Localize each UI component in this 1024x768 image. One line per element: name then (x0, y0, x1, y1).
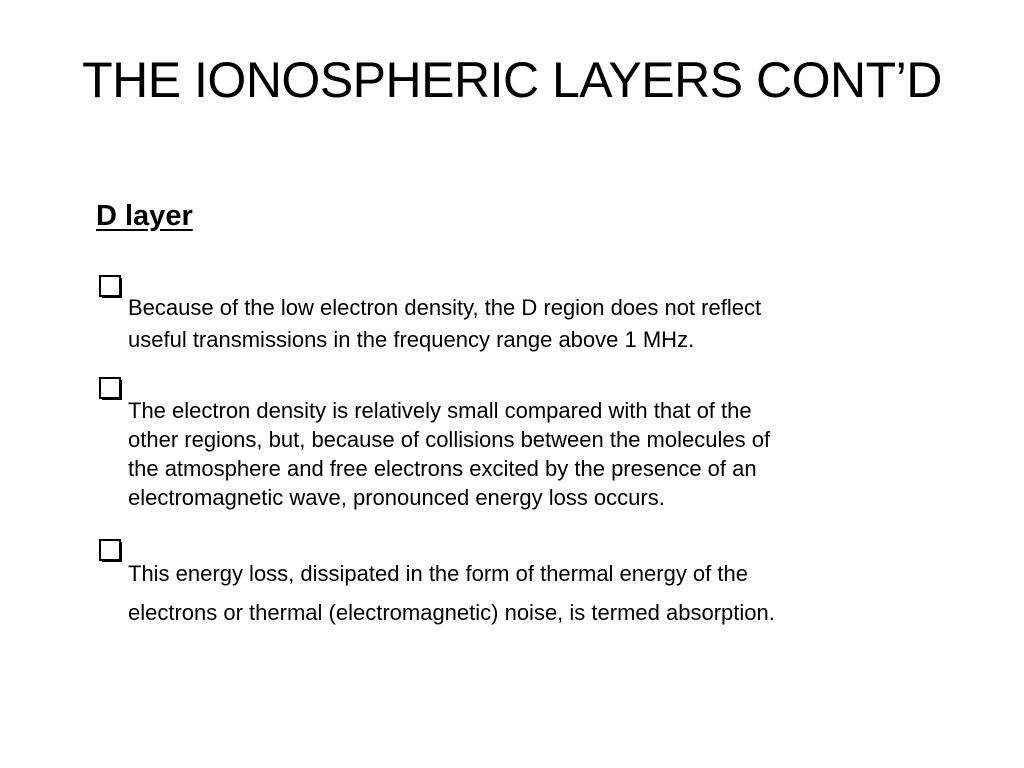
bullet-line: the atmosphere and free electrons excited by the presence of an (128, 456, 757, 481)
bullet-text (98, 536, 978, 632)
bullet-line: Because of the low electron density, the D region does not reflect (128, 295, 762, 320)
bullet-line: electrons or thermal (electromagnetic) noise, is termed absorption. (128, 600, 775, 625)
bullet-text (98, 272, 978, 356)
bullet-line: This energy loss, dissipated in the form of thermal energy of the (128, 561, 748, 586)
bullet-line: other regions, but, because of collisions between the molecules of (128, 427, 771, 452)
bullet-item (98, 272, 978, 356)
checkbox-bullet-icon (98, 272, 126, 300)
slide-title: THE IONOSPHERIC LAYERS CONT’D (82, 52, 942, 108)
checkbox-bullet-icon (98, 536, 126, 564)
bullet-line: electromagnetic wave, pronounced energy loss occurs. (128, 485, 665, 510)
bullet-text (98, 374, 978, 512)
checkbox-bullet-icon (98, 374, 126, 402)
bullet-line: The electron density is relatively small compared with that of the (128, 398, 752, 423)
bullet-line: useful transmissions in the frequency range above 1 MHz. (128, 327, 695, 352)
section-heading: D layer (96, 200, 193, 232)
bullet-item (98, 374, 978, 512)
bullet-item (98, 536, 978, 632)
